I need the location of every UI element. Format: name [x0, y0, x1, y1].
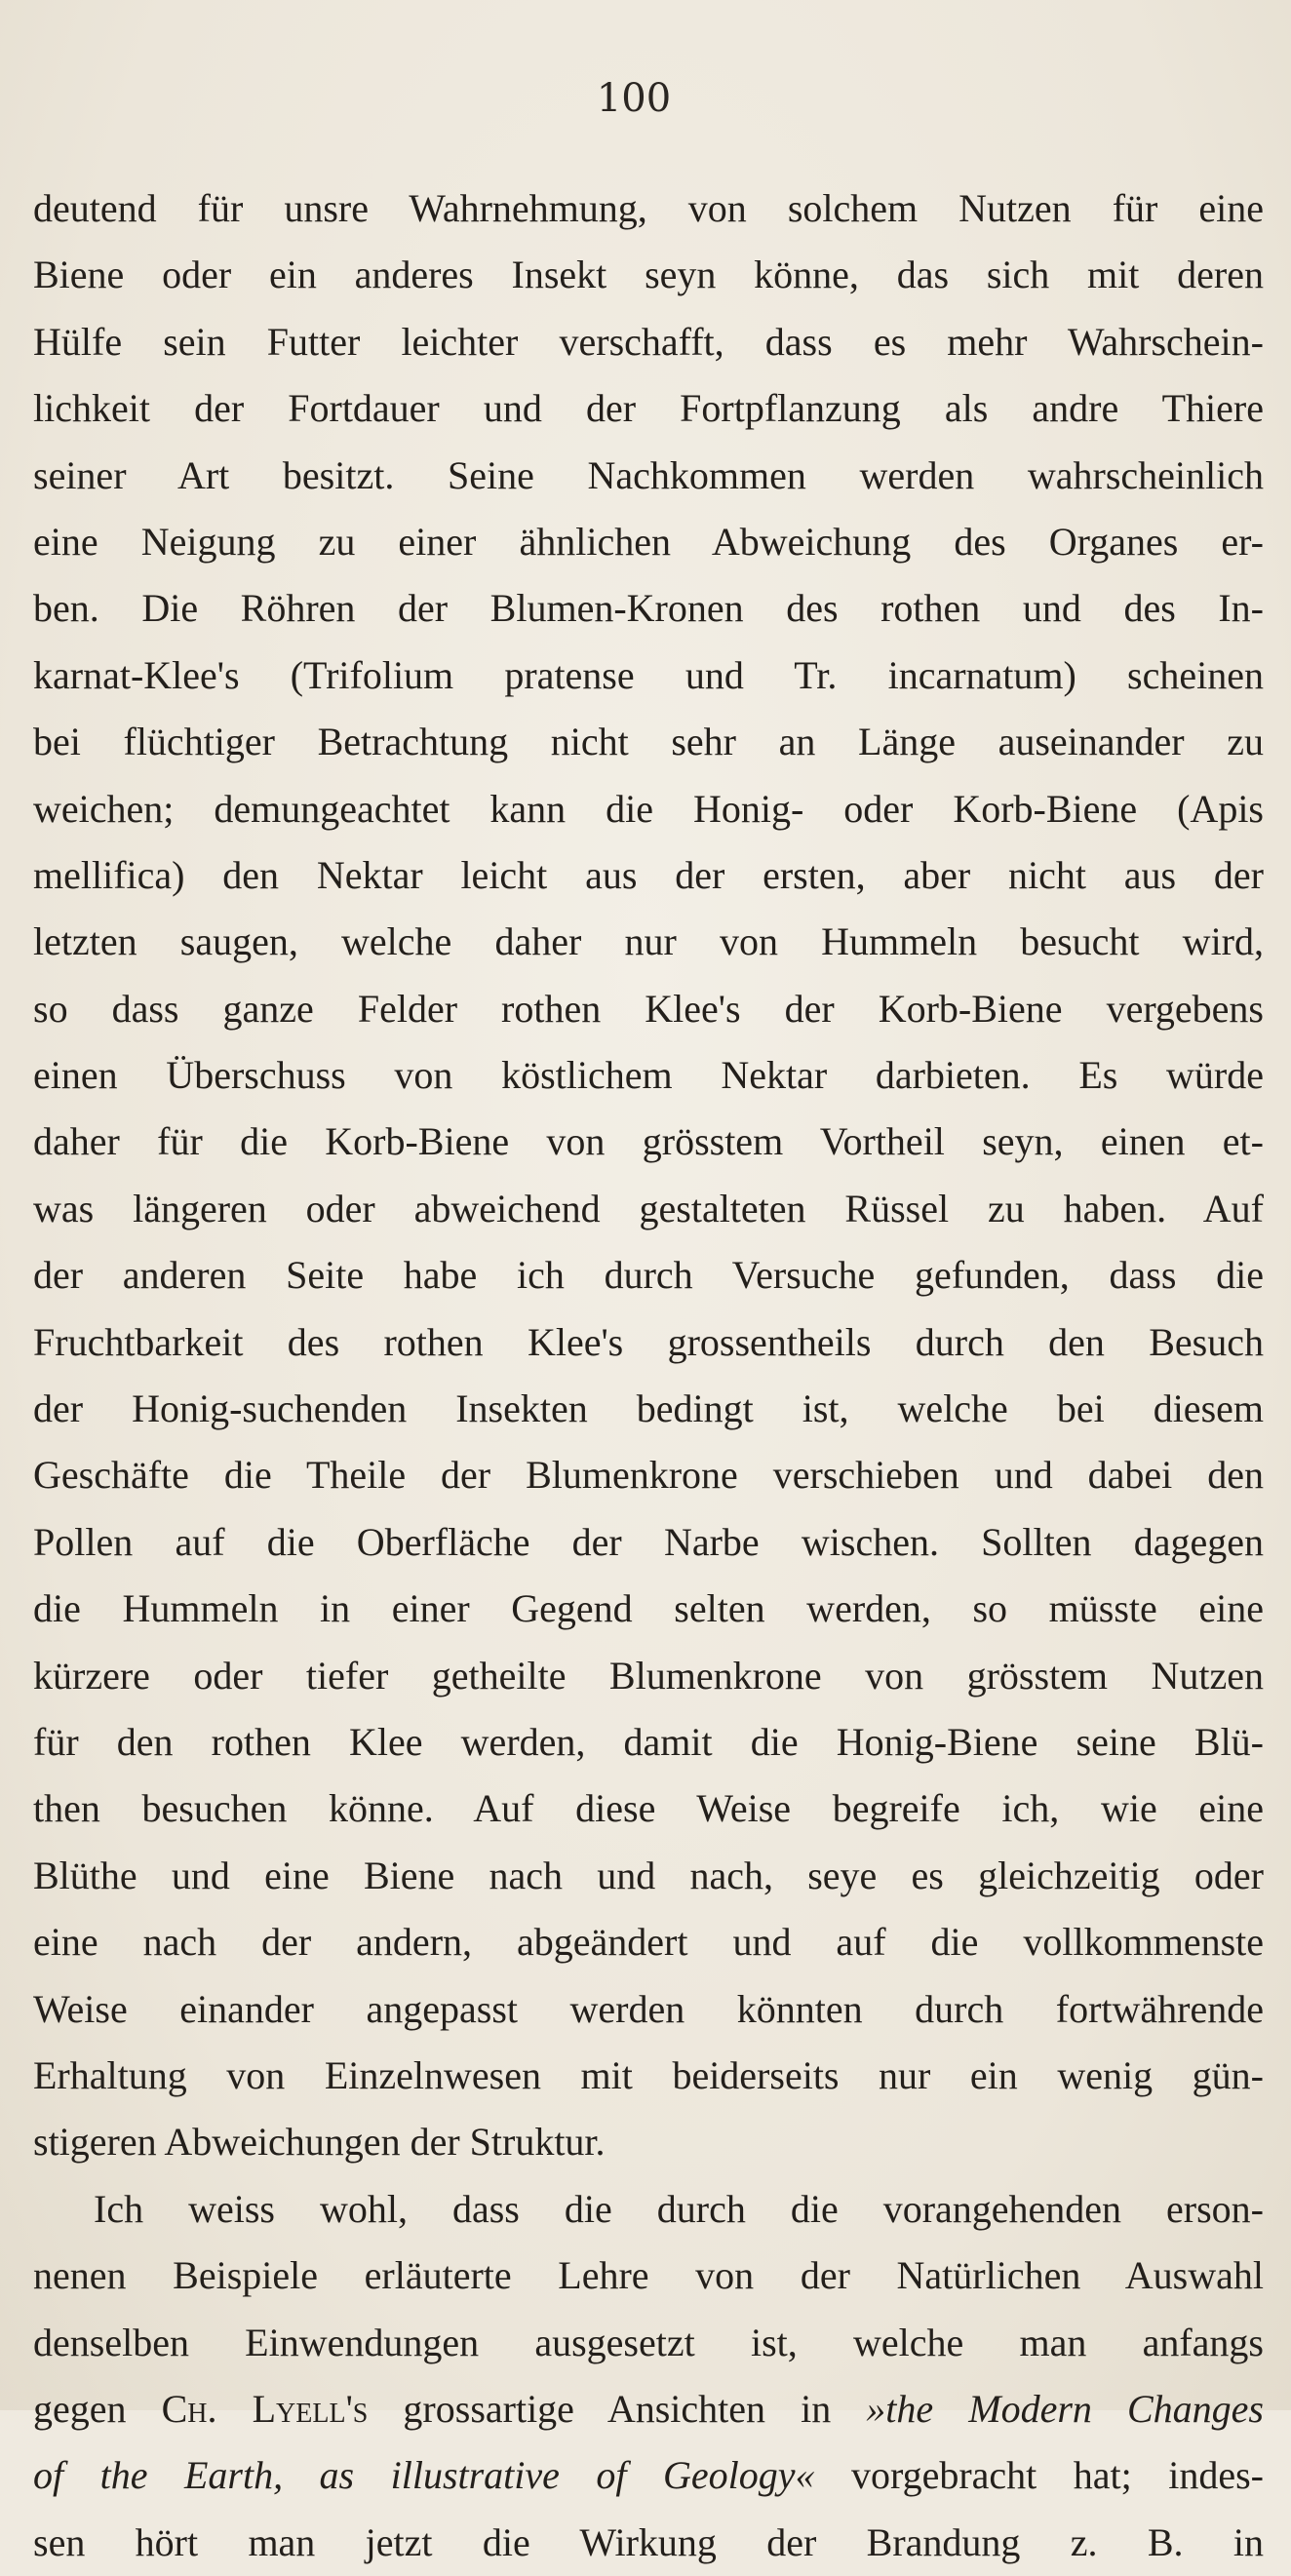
text-line: Geschäfte die Theile der Blumenkrone verschieben und dabei den	[33, 1453, 1264, 1498]
text-line: denselben Einwendungen ausgesetzt ist, welche man anfangs	[33, 2320, 1264, 2364]
text-line: einen Überschuss von köstlichem Nektar darbieten. Es würde	[33, 1053, 1264, 1098]
text-line: nenen Beispiele erläuterte Lehre von der Natürlichen Auswahl	[33, 2253, 1264, 2298]
text-line: eine nach der andern, abgeändert und auf die vollkommenste	[33, 1920, 1264, 1965]
text-line: letzten saugen, welche daher nur von Hummeln besucht wird,	[33, 919, 1264, 964]
text-line: karnat-Klee's (Trifolium pratense und Tr. incarnatum) scheinen	[33, 652, 1264, 697]
text-line: Pollen auf die Oberfläche der Narbe wischen. Sollten dagegen	[33, 1519, 1264, 1564]
book-title-start: »the Modern Changes	[866, 2386, 1264, 2431]
text-line: Fruchtbarkeit des rothen Klee's grossentheils durch den Besuch	[33, 1319, 1264, 1364]
text-line: eine Neigung zu einer ähnlichen Abweichung des Organes er-	[33, 519, 1264, 564]
text-line: sen hört man jetzt die Wirkung der Brandung z. B. in	[33, 2519, 1264, 2564]
text-line: Biene oder ein anderes Insekt seyn könne, das sich mit deren	[33, 253, 1264, 297]
text-line: Blüthe und eine Biene nach und nach, seye es gleichzeitig oder	[33, 1853, 1264, 1897]
paragraph-end-line: stigeren Abweichungen der Struktur.	[33, 2120, 606, 2165]
text-line: lichkeit der Fortdauer und der Fortpflanzung als andre Thiere	[33, 386, 1264, 431]
text-line: mellifica) den Nektar leicht aus der ersten, aber nicht aus der	[33, 852, 1264, 897]
text-line: then besuchen könne. Auf diese Weise begreife ich, wie eine	[33, 1786, 1264, 1831]
text-line	[33, 2442, 1264, 2509]
text-line: für den rothen Klee werden, damit die Honig-Biene seine Blü-	[33, 1719, 1264, 1764]
text-segment: grossartige Ansichten in	[368, 2386, 867, 2431]
text-line: deutend für unsre Wahrnehmung, von solchem Nutzen für eine	[33, 186, 1264, 230]
text-line: ben. Die Röhren der Blumen-Kronen des rothen und des In-	[33, 586, 1264, 631]
text-line: weichen; demungeachtet kann die Honig- oder Korb-Biene (Apis	[33, 786, 1264, 831]
text-line: Weise einander angepasst werden könnten durch fortwährende	[33, 1986, 1264, 2031]
text-line: der anderen Seite habe ich durch Versuche gefunden, dass die	[33, 1253, 1264, 1298]
body-text	[33, 176, 1264, 2576]
paragraph-start-line: Ich weiss wohl, dass die durch die vorangehenden erson-	[94, 2186, 1264, 2231]
text-line: so dass ganze Felder rothen Klee's der Korb-Biene vergebens	[33, 986, 1264, 1031]
page-number: 100	[596, 76, 672, 121]
text-line: bei flüchtiger Betrachtung nicht sehr an Länge auseinander zu	[33, 720, 1264, 764]
text-line: Hülfe sein Futter leichter verschafft, dass es mehr Wahrschein-	[33, 319, 1264, 364]
text-line: der Honig-suchenden Insekten bedingt ist, welche bei diesem	[33, 1386, 1264, 1431]
text-line: seiner Art besitzt. Seine Nachkommen werden wahrscheinlich	[33, 452, 1264, 497]
text-line: Erhaltung von Einzelnwesen mit beiderseits nur ein wenig gün-	[33, 2052, 1264, 2097]
text-line: kürzere oder tiefer getheilte Blumenkrone von grösstem Nutzen	[33, 1653, 1264, 1698]
author-name: Ch. Lyell's	[161, 2386, 369, 2431]
text-line: daher für die Korb-Biene von grösstem Vortheil seyn, einen et-	[33, 1119, 1264, 1164]
book-title-end: of the Earth, as illustrative of Geology«	[33, 2453, 815, 2498]
text-line: die Hummeln in einer Gegend selten werden, so müsste eine	[33, 1586, 1264, 1631]
text-line: was längeren oder abweichend gestalteten Rüssel zu haben. Auf	[33, 1186, 1264, 1230]
text-segment: vorgebracht hat; indes-	[814, 2453, 1264, 2498]
text-line	[33, 2376, 1264, 2442]
text-segment: gegen	[33, 2386, 162, 2431]
